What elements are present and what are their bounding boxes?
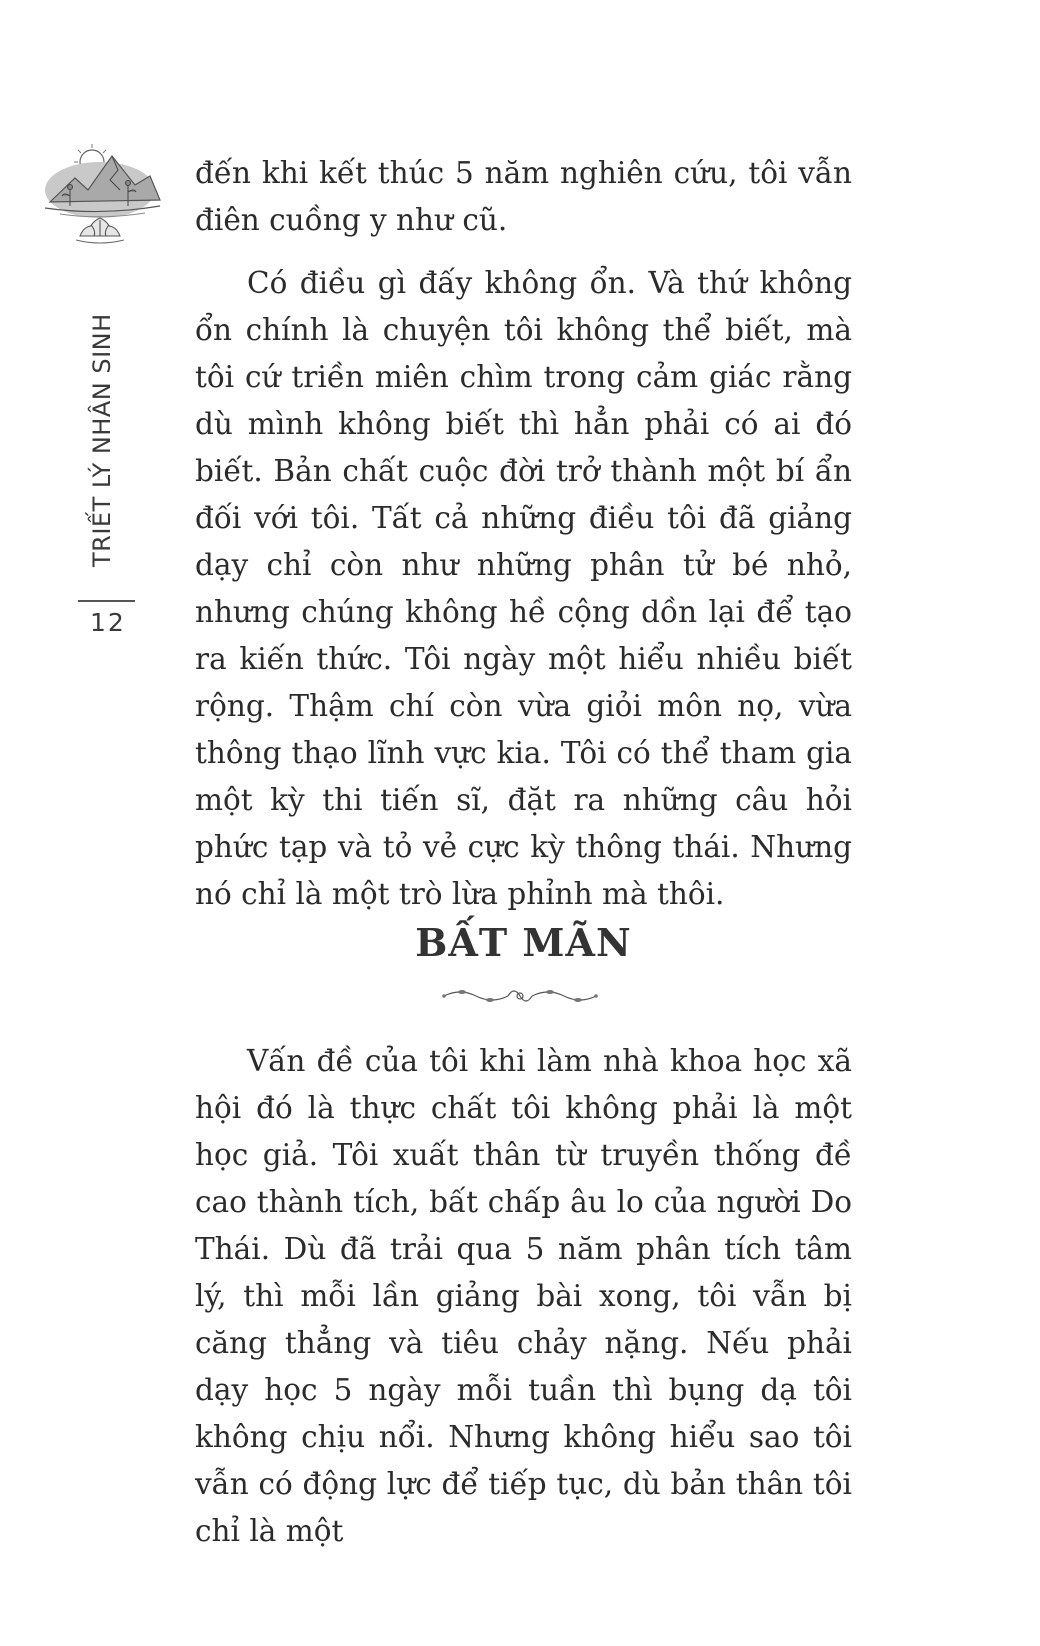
paragraph-text: đến khi kết thúc 5 năm nghiên cứu, tôi vẫn điên cuồng y như cũ. (195, 156, 852, 237)
paragraph-continuation (195, 150, 852, 244)
section-heading: BẤT MÃN (415, 920, 632, 965)
paragraph-text: Vấn đề của tôi khi làm nhà khoa học xã hội đó là thực chất tôi không phải là một học giả. Tôi xuất thân từ truyền thống đề cao thành tích, bất chấp âu lo của người Do Thái. Dù đã trải qua 5 năm phân tích tâm lý, thì mỗi lần giảng bài xong, tôi vẫn bị căng thẳng và tiêu chảy nặng. Nếu phải dạy học 5 ngày mỗi tuần thì bụng dạ tôi không chịu nổi. Nhưng không hiểu sao tôi vẫn có động lực để tiếp tục, dù bản thân tôi chỉ là một (195, 1044, 852, 1548)
floral-divider-icon (440, 984, 600, 1008)
paragraph-3 (195, 1038, 852, 1555)
paragraph-2 (195, 260, 852, 918)
paragraph-text: Có điều gì đấy không ổn. Và thứ không ổn chính là chuyện tôi không thể biết, mà tôi cứ triền miên chìm trong cảm giác rằng dù mình không biết thì hẳn phải có ai đó biết. Bản chất cuộc đời trở thành một bí ẩn đối với tôi. Tất cả những điều tôi đã giảng dạy chỉ còn như những phân tử bé nhỏ, nhưng chúng không hề cộng dồn lại để tạo ra kiến thức. Tôi ngày một hiểu nhiều biết rộng. Thậm chí còn vừa giỏi môn nọ, vừa thông thạo lĩnh vực kia. Tôi có thể tham gia một kỳ thi tiến sĩ, đặt ra những câu hỏi phức tạp và tỏ vẻ cực kỳ thông thái. Nhưng nó chỉ là một trò lừa phỉnh mà thôi. (195, 266, 852, 911)
side-divider (78, 600, 135, 602)
page-number: 12 (90, 608, 126, 637)
mountain-lotus-emblem-icon (40, 140, 165, 250)
book-title: TRIẾT LÝ NHÂN SINH (88, 313, 116, 567)
